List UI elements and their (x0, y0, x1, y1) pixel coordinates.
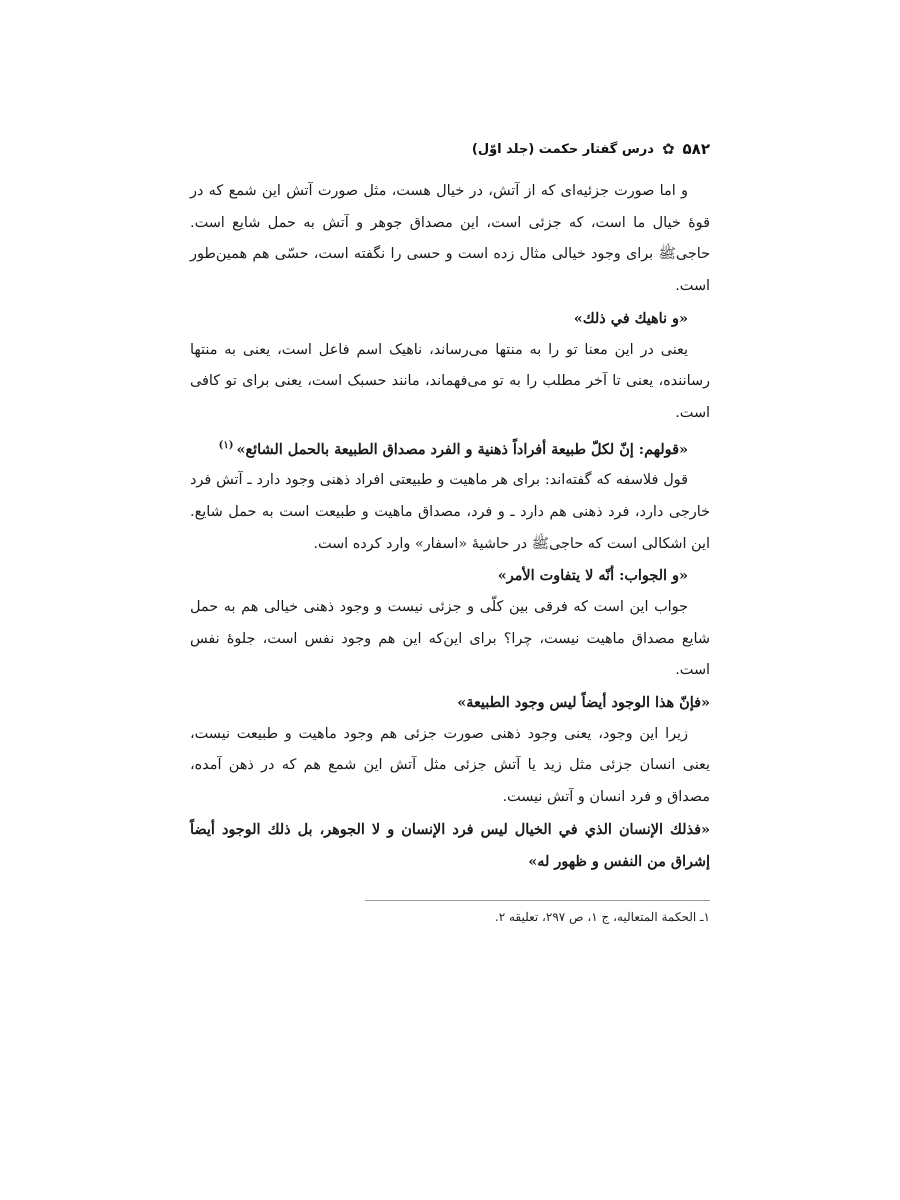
quoted-text: «فإنّ هذا الوجود أيضاً ليس وجود الطبيعة» (457, 694, 710, 712)
quoted-text: «و الجواب: أنّه لا يتفاوت الأمر» (497, 567, 688, 585)
running-header (190, 136, 710, 162)
header-title: درس گفتار حکمت (جلد اوّل) (471, 141, 654, 157)
quoted-text: «و ناهیك في ذلك» (573, 309, 688, 327)
quoted-text: «فذلك الإنسان الذي في الخيال ليس فرد الإنسان و لا الجوهر، بل ذلك الوجود أيضاً إشراق من النفس و ظهور له» (190, 820, 710, 870)
quoted-text (190, 430, 710, 466)
page-number: ۵۸۲ (682, 140, 710, 158)
paragraph: زیرا این وجود، یعنی وجود ذهنی صورت جزئی هم وجود ماهیت و طبیعت نیست، یعنی انسان جزئی مثل زید یا آتش جزئی مثل آتش این شمع هم که در ذهن آمده، مصداق و فرد انسان و آتش نیست. (190, 725, 710, 806)
footnote-divider (365, 900, 710, 901)
footnote: ۱ـ الحکمة المتعالیه، ج ۱، ص ۲۹۷، تعلیقه ۲. (494, 910, 710, 924)
paragraph: قول فلاسفه که گفته‌اند: برای هر ماهیت و طبیعتی افراد ذهنی وجود دارد ـ آتش فرد خارجی دارد، فرد ذهنی هم دارد ـ و فرد، مصداق ماهیت و طبیعت است به حمل شایع. این اشکالی است که حاجیﷺ در حاشیهٔ «اسفار» وارد کرده است. (190, 472, 710, 552)
body-text (190, 176, 710, 877)
footnote-reference: (۱) (218, 439, 234, 451)
paragraph: یعنی در این معنا تو را به منتها می‌رساند، ناهیک اسم فاعل است، یعنی به منتها رساننده، یعنی تا آخر مطلب را به تو می‌فهماند، مانند حسبک است، یعنی برای تو کافی است. (190, 341, 710, 421)
paragraph: و اما صورت جزئیه‌ای که از آتش، در خیال هست، مثل صورت آتش این شمع که در قوهٔ خیال ما است، که جزئی است، این مصداق جوهر و آتش به حمل شایع است. حاجیﷺ برای وجود خیالی مثال زده است و حسی را نگفته است، حسّی هم همین‌طور است. (190, 183, 710, 295)
paragraph: جواب این است که فرقی بین کلّی و جزئی نیست و وجود ذهنی خیالی هم به حمل شایع مصداق ماهیت نیست، چرا؟ برای این‌که این هم وجود نفس است، جلوهٔ نفس است. (190, 598, 710, 679)
quoted-text-content: «قولهم: إنّ لكلّ طبيعة أفراداً ذهنية و الفرد مصداق الطبيعة بالحمل الشائع» (236, 440, 688, 458)
flower-ornament-icon: ✿ (661, 140, 675, 158)
